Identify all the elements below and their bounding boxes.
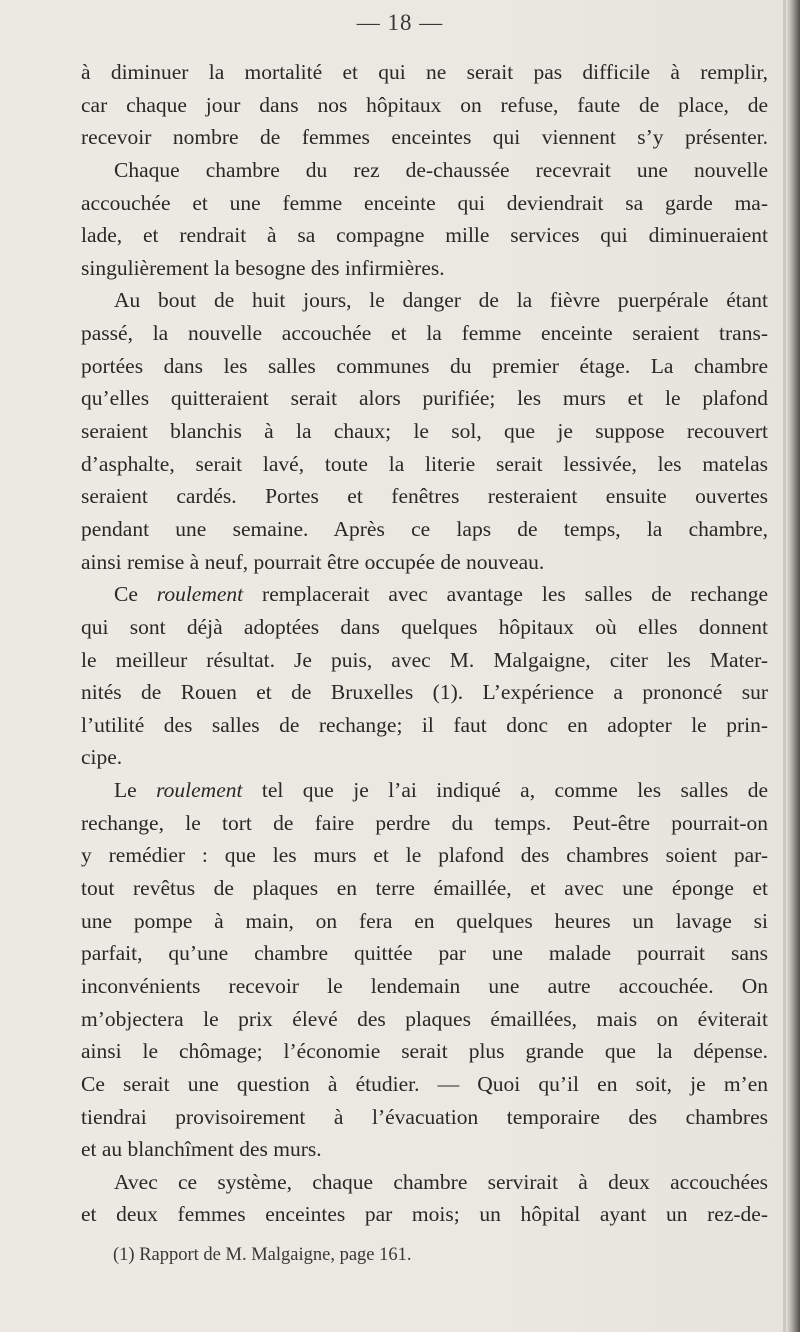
text-line-rest: tel que je l’ai indiqué a, comme les salles de xyxy=(261,778,768,803)
page-number: — 18 — xyxy=(356,10,444,35)
text-line: Ce serait une question à étudier. — Quoi qu’il en soit, je m’en xyxy=(81,1071,768,1096)
text-line: tout revêtus de plaques en terre émaillée, et avec une éponge et xyxy=(81,876,768,901)
text-line: car chaque jour dans nos hôpitaux on refuse, faute de place, de xyxy=(81,92,768,117)
text-line: m’objectera le prix élevé des plaques émaillées, mais on éviterait xyxy=(81,1006,768,1031)
text-line: d’asphalte, serait lavé, toute la literie serait lessivée, les matelas xyxy=(81,451,768,476)
text-line: lade, et rendrait à sa compagne mille services qui diminueraient xyxy=(81,223,768,248)
text-line: qu’elles quitteraient serait alors purifiée; les murs et le plafond xyxy=(81,386,768,411)
text-line: à diminuer la mortalité et qui ne serait pas difficile à remplir, xyxy=(81,60,768,84)
text-line xyxy=(81,774,768,807)
text-line-rest: remplacerait avec avantage les salles de rechange xyxy=(262,582,768,607)
text-line: pendant une semaine. Après ce laps de temps, la chambre, xyxy=(81,516,768,541)
text-line: singulièrement la besogne des infirmières. xyxy=(81,255,445,280)
italic-lead-text xyxy=(114,778,242,802)
text-line: ainsi le chômage; l’économie serait plus grande que la dépense. xyxy=(81,1039,768,1064)
page-edge xyxy=(786,0,800,1332)
text-line: y remédier : que les murs et le plafond des chambres soient par- xyxy=(81,843,768,868)
text-line: ainsi remise à neuf, pourrait être occupée de nouveau. xyxy=(81,549,545,574)
italic-lead-text xyxy=(114,582,243,606)
text-line: passé, la nouvelle accouchée et la femme enceinte seraient trans- xyxy=(81,321,768,346)
text-line xyxy=(81,578,768,611)
lead-word: Le xyxy=(114,778,157,803)
text-line: accouchée et une femme enceinte qui deviendrait sa garde ma- xyxy=(81,190,768,215)
text-line: et deux femmes enceintes par mois; un hôpital ayant un rez-de- xyxy=(81,1202,768,1227)
lead-word: Ce xyxy=(114,582,157,607)
italic-term: roulement xyxy=(156,582,244,607)
text-line: nités de Rouen et de Bruxelles (1). L’expérience a prononcé sur xyxy=(81,680,768,705)
footnote: (1) Rapport de M. Malgaigne, page 161. xyxy=(113,1245,412,1265)
italic-lead xyxy=(114,582,262,606)
text-line: Au bout de huit jours, le danger de la fièvre puerpérale étant xyxy=(114,288,768,313)
text-line: cipe. xyxy=(81,745,123,770)
italic-lead xyxy=(114,778,262,802)
text-line: rechange, le tort de faire perdre du temps. Peut-être pourrait-on xyxy=(81,810,768,835)
text-line: tiendrai provisoirement à l’évacuation temporaire des chambres xyxy=(81,1104,768,1129)
text-line: seraient cardés. Portes et fenêtres resteraient ensuite ouvertes xyxy=(81,484,768,509)
text-line: seraient blanchis à la chaux; le sol, que je suppose recouvert xyxy=(81,419,768,444)
text-line: parfait, qu’une chambre quittée par une malade pourrait sans xyxy=(81,941,768,966)
text-line: Chaque chambre du rez de-chaussée recevrait une nouvelle xyxy=(114,157,768,182)
text-line: l’utilité des salles de rechange; il faut donc en adopter le prin- xyxy=(81,712,768,737)
text-line: une pompe à main, on fera en quelques heures un lavage si xyxy=(81,908,768,933)
text-line: inconvénients recevoir le lendemain une autre accouchée. On xyxy=(81,973,768,998)
text-line: portées dans les salles communes du premier étage. La chambre xyxy=(81,353,768,378)
italic-term: roulement xyxy=(156,778,243,803)
text-line: Avec ce système, chaque chambre servirait à deux accouchées xyxy=(114,1169,768,1194)
text-line: et au blanchîment des murs. xyxy=(81,1137,322,1162)
text-line: le meilleur résultat. Je puis, avec M. Malgaigne, citer les Mater- xyxy=(81,647,768,672)
text-line: qui sont déjà adoptées dans quelques hôpitaux où elles donnent xyxy=(81,614,768,639)
body-text xyxy=(81,56,768,1231)
text-line: recevoir nombre de femmes enceintes qui viennent s’y présenter. xyxy=(81,125,768,150)
